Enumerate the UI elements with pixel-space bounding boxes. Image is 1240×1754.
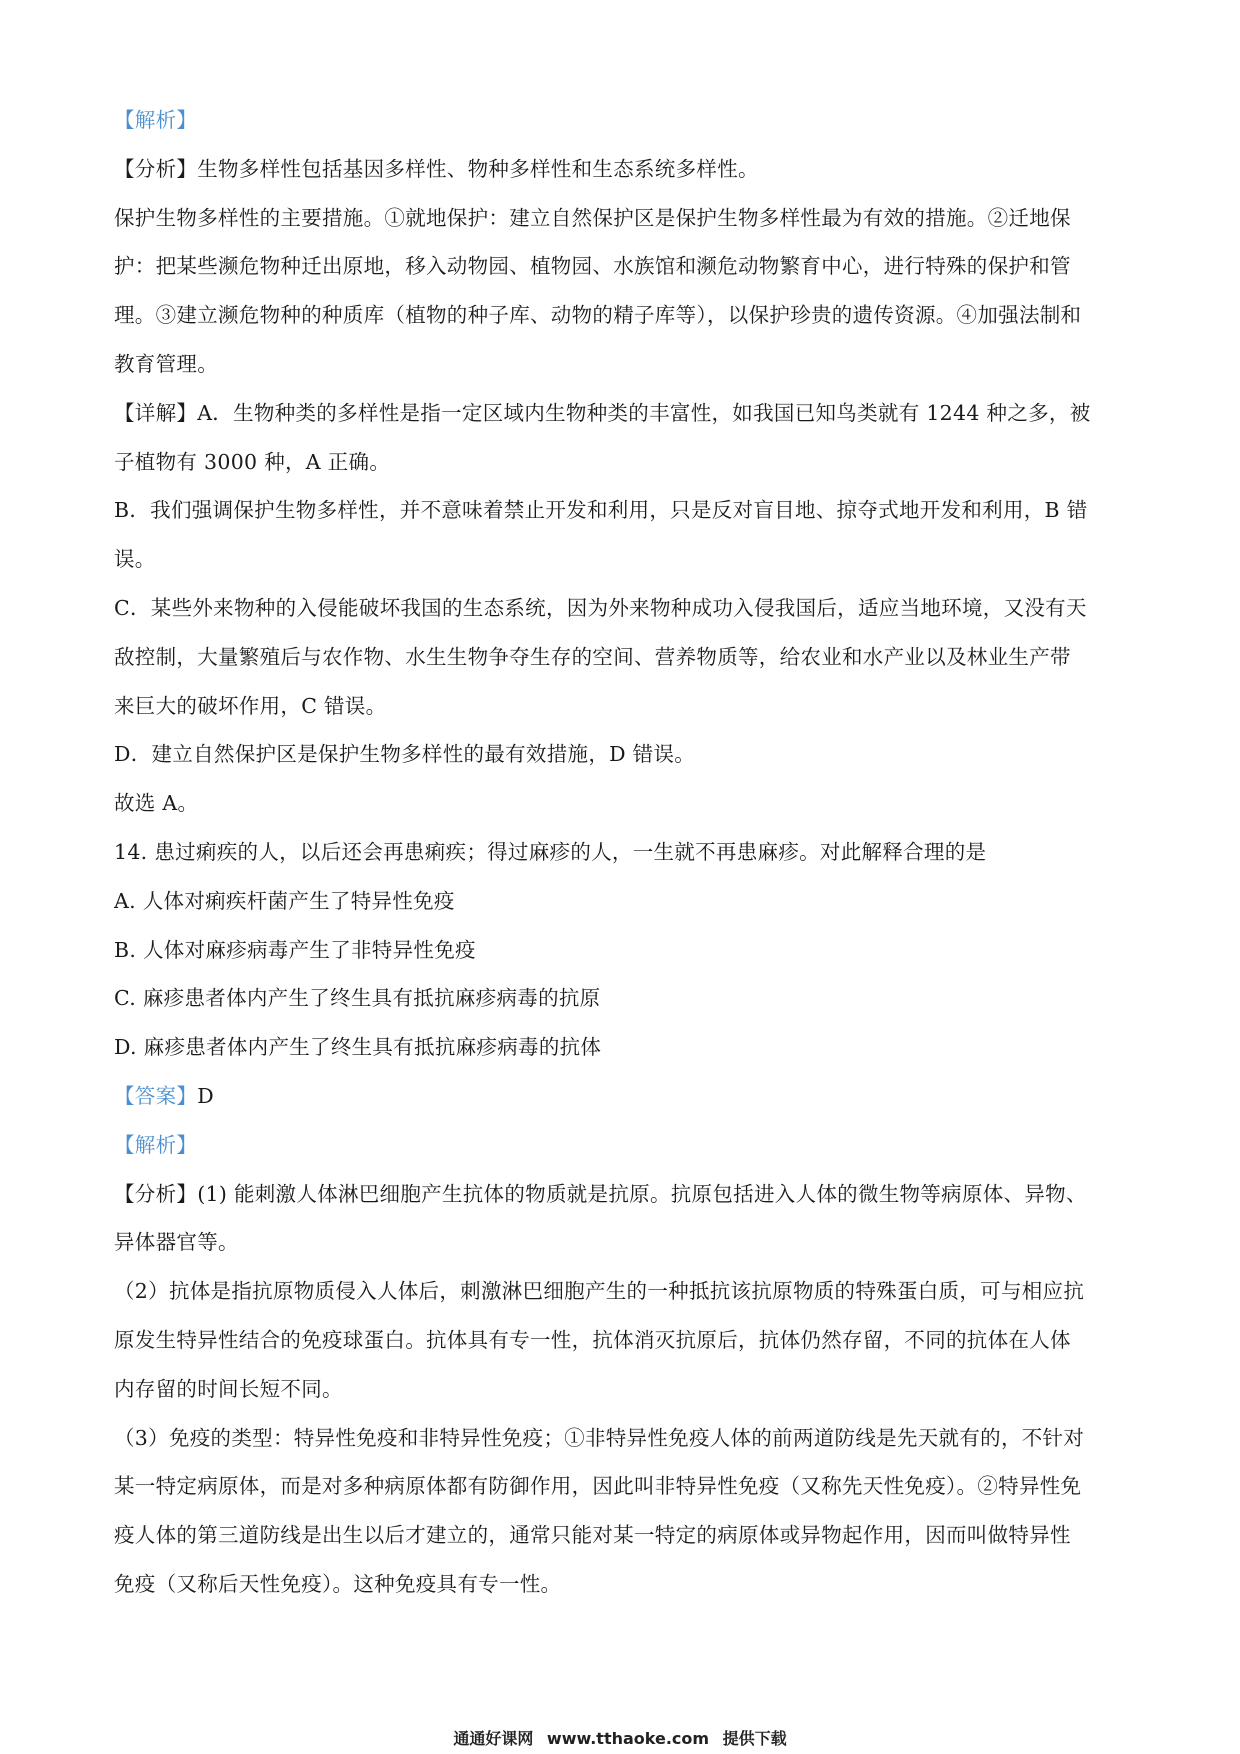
line-text: 免疫（又称后天性免疫）。这种免疫具有专一性。 — [114, 1571, 562, 1596]
text-line — [114, 1072, 1134, 1121]
page-footer — [0, 1728, 1240, 1750]
text-line — [114, 779, 1134, 828]
text-line — [114, 438, 1134, 487]
text-line — [114, 584, 1134, 633]
line-text: 疫人体的第三道防线是出生以后才建立的，通常只能对某一特定的病原体或异物起作用，因而叫做特异性 — [114, 1523, 1071, 1548]
text-line — [114, 682, 1134, 731]
line-text: 【分析】生物多样性包括基因多样性、物种多样性和生态系统多样性。 — [114, 156, 759, 181]
line-text: 故选 A。 — [114, 791, 199, 816]
text-line — [114, 1414, 1134, 1463]
line-text: 14. 患过痢疾的人，以后还会再患痢疾；得过麻疹的人，一生就不再患麻疹。对此解释合理的是 — [114, 839, 987, 864]
text-line — [114, 730, 1134, 779]
line-text: 原发生特异性结合的免疫球蛋白。抗体具有专一性，抗体消灭抗原后，抗体仍然存留，不同的抗体在人体 — [114, 1327, 1071, 1352]
text-line — [114, 340, 1134, 389]
line-text: （2）抗体是指抗原物质侵入人体后，刺激淋巴细胞产生的一种抵抗该抗原物质的特殊蛋白质，可与相应抗 — [114, 1279, 1085, 1304]
text-line — [114, 291, 1134, 340]
line-text: B. 人体对麻疹病毒产生了非特异性免疫 — [114, 937, 476, 962]
line-text: 理。③建立濒危物种的种质库（植物的种子库、动物的精子库等），以保护珍贵的遗传资源。④加强法制和 — [114, 303, 1082, 328]
line-text: B．我们强调保护生物多样性，并不意味着禁止开发和利用，只是反对盲目地、掠夺式地开发和利用，B 错 — [114, 498, 1088, 523]
line-text: 内存留的时间长短不同。 — [114, 1376, 343, 1401]
line-text: C．某些外来物种的入侵能破坏我国的生态系统，因为外来物种成功入侵我国后，适应当地环境，又没有天 — [114, 595, 1087, 620]
text-line — [114, 1560, 1134, 1609]
line-text: 【详解】A．生物种类的多样性是指一定区域内生物种类的丰富性，如我国已知鸟类就有 1244 种之多，被 — [114, 400, 1091, 425]
line-text: D．建立自然保护区是保护生物多样性的最有效措施，D 错误。 — [114, 742, 696, 767]
text-line — [114, 389, 1134, 438]
footer-suffix: 提供下载 — [722, 1729, 787, 1748]
text-line — [114, 877, 1134, 926]
line-text: 来巨大的破坏作用，C 错误。 — [114, 693, 387, 718]
line-text: 子植物有 3000 种，A 正确。 — [114, 449, 391, 474]
text-line — [114, 1316, 1134, 1365]
line-text: 敌控制，大量繁殖后与农作物、水生生物争夺生存的空间、营养物质等，给农业和水产业以及林业生产带 — [114, 644, 1071, 669]
text-line — [114, 96, 1134, 145]
line-text: 保护生物多样性的主要措施。①就地保护：建立自然保护区是保护生物多样性最为有效的措施。②迁地保 — [114, 205, 1071, 230]
text-line — [114, 1511, 1134, 1560]
text-line — [114, 1365, 1134, 1414]
line-text: 误。 — [114, 547, 156, 572]
text-line — [114, 633, 1134, 682]
section-tag: 【解析】 — [114, 1132, 198, 1157]
line-text: C. 麻疹患者体内产生了终生具有抵抗麻疹病毒的抗原 — [114, 986, 601, 1011]
text-line — [114, 828, 1134, 877]
section-tag: 【答案】 — [114, 1083, 198, 1108]
text-line — [114, 194, 1134, 243]
line-text: 【分析】(1) 能刺激人体淋巴细胞产生抗体的物质就是抗原。抗原包括进入人体的微生物等病原体、异物、 — [114, 1181, 1087, 1206]
line-text: 某一特定病原体，而是对多种病原体都有防御作用，因此叫非特异性免疫（又称先天性免疫）。②特异性免 — [114, 1474, 1082, 1499]
footer-site-url: www.tthaoke.com — [546, 1729, 710, 1748]
line-text: 教育管理。 — [114, 351, 218, 376]
text-line — [114, 1023, 1134, 1072]
text-line — [114, 1121, 1134, 1170]
line-text: 护：把某些濒危物种迁出原地，移入动物园、植物园、水族馆和濒危动物繁育中心，进行特殊的保护和管 — [114, 254, 1071, 279]
document-body — [114, 96, 1134, 1609]
text-line — [114, 486, 1134, 535]
text-line — [114, 1170, 1134, 1219]
text-line — [114, 1218, 1134, 1267]
text-line — [114, 1267, 1134, 1316]
text-line — [114, 926, 1134, 975]
section-tag: 【解析】 — [114, 108, 198, 132]
text-line — [114, 974, 1134, 1023]
text-line — [114, 1462, 1134, 1511]
text-line — [114, 242, 1134, 291]
line-text: 异体器官等。 — [114, 1230, 239, 1255]
footer-site-name: 通通好课网 — [453, 1729, 534, 1748]
line-text: （3）免疫的类型：特异性免疫和非特异性免疫；①非特异性免疫人体的前两道防线是先天就有的，不针对 — [114, 1425, 1085, 1450]
text-line — [114, 535, 1134, 584]
text-line — [114, 145, 1134, 194]
line-text: D — [197, 1083, 214, 1108]
line-text: D. 麻疹患者体内产生了终生具有抵抗麻疹病毒的抗体 — [114, 1035, 602, 1060]
line-text: A. 人体对痢疾杆菌产生了特异性免疫 — [114, 888, 455, 913]
